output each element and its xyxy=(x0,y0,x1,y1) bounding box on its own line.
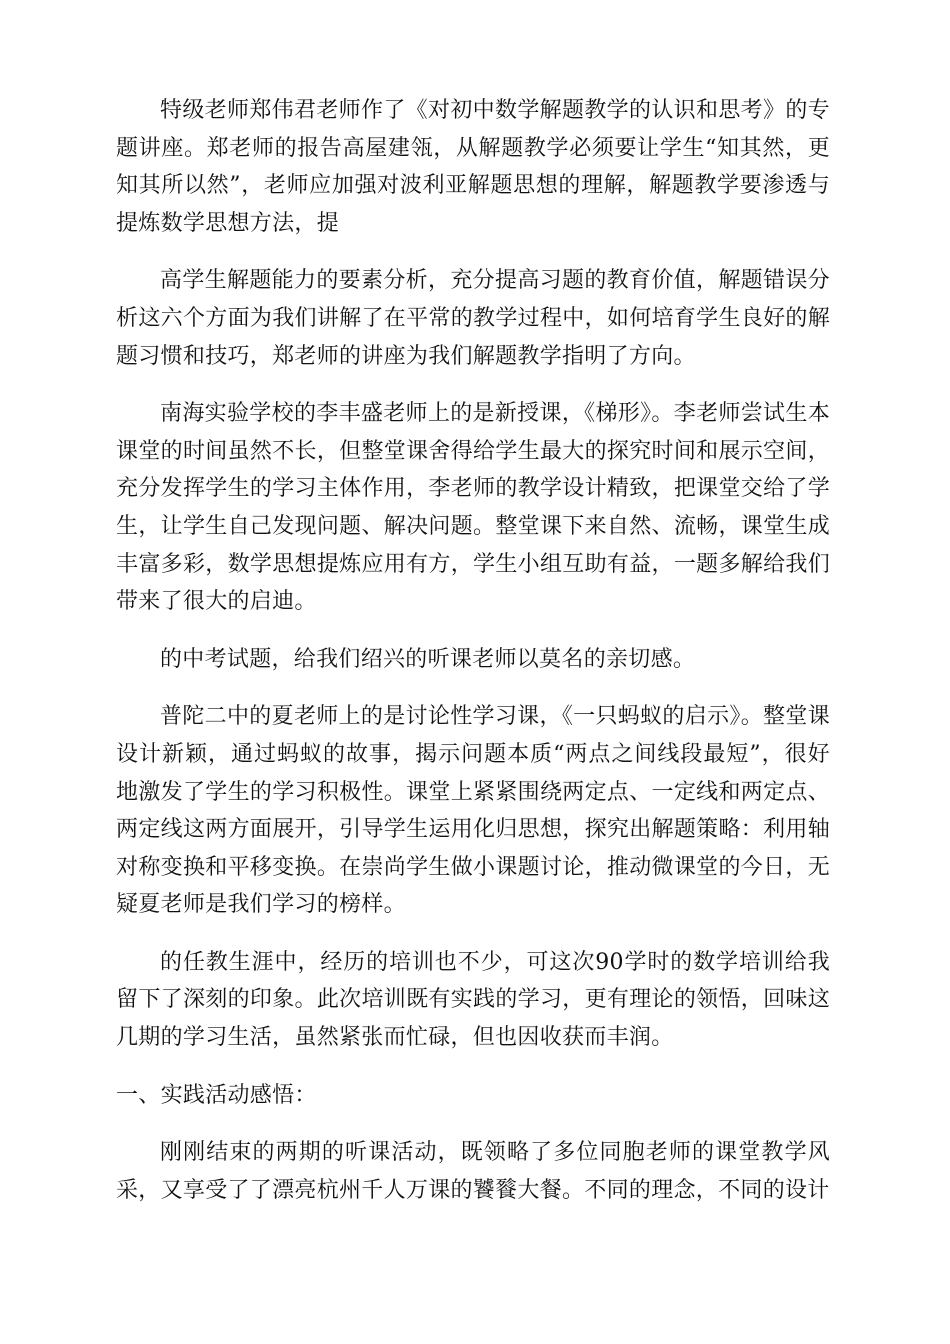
paragraph-training-reflection: 的任教生涯中，经历的培训也不少，可这次90学时的数学培训给我留下了深刻的印象。此次培训既有实践的学习，更有理论的领悟，回味这几期的学习生活，虽然紧张而忙碌，但也因收获而丰润。 xyxy=(116,949,830,1051)
paragraph-lecture: 特级老师郑伟君老师作了《对初中数学解题教学的认识和思考》的专题讲座。郑老师的报告高屋建瓴，从解题教学必须要让学生“知其然，更知其所以然”，老师应加强对波利亚解题思想的理解，解题教学要渗透与提炼数学思想方法，提 xyxy=(116,98,830,236)
document-body xyxy=(116,92,830,1229)
paragraph-ant-lesson: 普陀二中的夏老师上的是讨论性学习课，《一只蚂蚁的启示》。整堂课设计新颖，通过蚂蚁的故事，揭示问题本质“两点之间线段最短”，很好地激发了学生的学习积极性。课堂上紧紧围绕两定点、一定线和两定点、两定线这两方面展开，引导学生运用化归思想，探究出解题策略：利用轴对称变换和平移变换。在崇尚学生做小课题讨论，推动微课堂的今日，无疑夏老师是我们学习的榜样。 xyxy=(116,704,830,918)
section-heading: 一、实践活动感悟： xyxy=(116,1082,317,1108)
paragraph-problem-solving: 高学生解题能力的要素分析，充分提高习题的教育价值，解题错误分析这六个方面为我们讲解了在平常的教学过程中，如何培育学生良好的解题习惯和技巧，郑老师的讲座为我们解题教学指明了方向。 xyxy=(116,268,830,369)
paragraph-trapezoid-lesson: 南海实验学校的李丰盛老师上的是新授课，《梯形》。李老师尝试生本课堂的时间虽然不长，但整堂课舍得给学生最大的探究时间和展示空间，充分发挥学生的学习主体作用，李老师的教学设计精致，把课堂交给了学生，让学生自己发现问题、解决问题。整堂课下来自然、流畅，课堂生成丰富多彩，数学思想提炼应用有方，学生小组互助有益，一题多解给我们带来了很大的启迪。 xyxy=(116,401,830,615)
paragraph-listening-activity: 刚刚结束的两期的听课活动，既领略了多位同胞老师的课堂教学风采，又享受了了漂亮杭州千人万课的饕餮大餐。不同的理念，不同的设计 xyxy=(116,1140,830,1203)
paragraph-exam-questions: 的中考试题，给我们绍兴的听课老师以莫名的亲切感。 xyxy=(160,646,696,672)
